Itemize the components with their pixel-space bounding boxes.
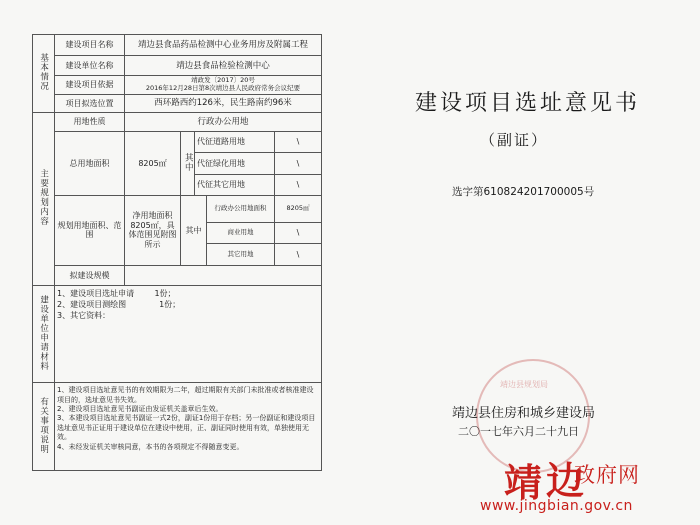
other-use-label: 其它用地 [207,244,275,265]
basis-line-2: 2016年12月28日第8次靖边县人民政府常务会议纪要 [145,84,301,93]
basis-label: 建设项目依据 [55,75,125,94]
materials-item-2: 2、建设项目测绘图 1份； [57,299,181,309]
document-title: 建设项目选址意见书 [415,91,641,116]
admin-area-value: 8205㎡ [275,196,322,223]
notes-list [55,383,322,471]
of-which-label-2: 其中 [181,196,207,265]
site-value: 西环路西约126米，民生路南约96米 [125,95,322,112]
site-label: 项目拟选位置 [55,95,125,112]
watermark-url: www.jingbian.gov.cn [480,498,633,514]
watermark-glyph-1: 靖 [504,460,543,505]
document-subtitle: （副证） [480,131,549,149]
scale-label: 规划用地面积、范围 [55,196,125,265]
admin-area-label: 行政办公用地面积 [207,196,275,223]
proposed-check-value [125,265,322,285]
section-notes-label: 有关事项说明 [33,383,55,471]
note-3: 3、本建设项目选址意见书副证一式2份，副证1份用于存档；另一份副证和建设项目选址意见书正证用于建设单位在建设中使用，正、副证同时使用有效，单独使用无效。 [57,414,316,442]
issue-date: 二〇一七年六月二十九日 [458,425,579,438]
land-use-label: 用地性质 [55,112,125,131]
section-basic-label: 基本情况 [33,35,55,113]
scale-value: 净用地面积8205㎡，具体范围见附图所示 [125,196,181,265]
note-1: 1、建设项目选址意见书的有效期限为二年，超过期限有关部门未批准或者核准建设项目的，选址意见书失效。 [57,386,314,404]
section-materials-label: 建设单位申请材料 [33,286,55,383]
total-area-value: 8205㎡ [125,131,181,195]
materials-list [55,286,322,383]
green-label: 代征绿化用地 [195,153,275,174]
commercial-value: \ [275,222,322,243]
section-plan-label: 主要规划内容 [33,112,55,286]
proposed-check-label: 拟建设规模 [55,265,125,285]
of-which-label: 其中 [181,131,195,195]
other-land-label: 代征其它用地 [195,174,275,195]
other-land-value: \ [275,174,322,195]
basis-value [125,75,322,94]
issuing-authority: 靖边县住房和城乡建设局 [452,406,596,421]
project-name-label: 建设项目名称 [55,35,125,56]
total-area-label: 总用地面积 [55,131,125,195]
unit-value: 靖边县食品检验检测中心 [125,56,322,75]
unit-label: 建设单位名称 [55,56,125,75]
materials-item-1: 1、建设项目选址申请 1份； [57,289,176,299]
note-4: 4、未经发证机关审核同意，本书的各项规定不得随意变更。 [57,442,244,451]
road-label: 代征道路用地 [195,131,275,152]
green-value: \ [275,153,322,174]
watermark-site-name: 政府网 [574,463,640,487]
serial-number: 选字第610824201700005号 [452,186,595,198]
commercial-label: 商业用地 [207,222,275,243]
watermark-glyph-2: 边 [546,458,585,503]
other-use-value: \ [275,244,322,265]
materials-item-3: 3、其它资料： [57,310,111,320]
project-name-value: 靖边县食品药品检测中心业务用房及附属工程 [125,35,322,56]
land-use-value: 行政办公用地 [125,112,322,131]
seal-text: 靖边县规划局 [500,380,548,389]
basis-line-1: 靖政发〔2017〕20号 [191,76,255,85]
road-value: \ [275,131,322,152]
site-selection-form-table [32,34,322,471]
note-2: 2、建设项目选址意见书副证由发证机关盖章后生效。 [57,404,223,413]
